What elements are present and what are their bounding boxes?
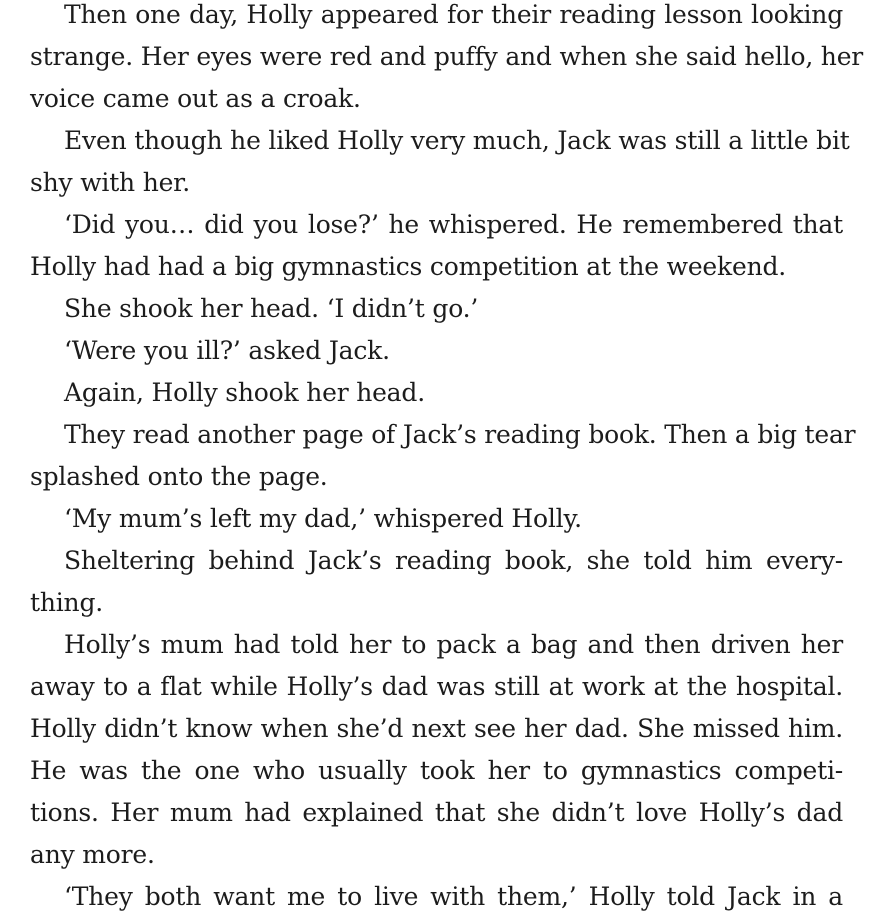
text-line: Sheltering behind Jack’s reading book, she told him every- — [64, 546, 843, 575]
text-line: Holly didn’t know when she’d next see her dad. She missed him. — [30, 714, 843, 743]
text-line: Again, Holly shook her head. — [64, 378, 425, 407]
text-line: Holly’s mum had told her to pack a bag and then driven her — [64, 630, 843, 659]
text-line: voice came out as a croak. — [30, 84, 361, 113]
text-line: shy with her. — [30, 168, 190, 197]
text-line: ‘Were you ill?’ asked Jack. — [64, 336, 390, 365]
text-line: They read another page of Jack’s reading book. Then a big tear — [64, 420, 856, 449]
text-line: She shook her head. ‘I didn’t go.’ — [64, 294, 479, 323]
text-line: any more. — [30, 840, 155, 869]
text-line: ‘They both want me to live with them,’ Holly told Jack in a — [64, 882, 843, 911]
text-line: He was the one who usually took her to gymnastics competi- — [30, 756, 843, 785]
text-line: Even though he liked Holly very much, Jack was still a little bit — [64, 126, 850, 155]
text-line: tions. Her mum had explained that she didn’t love Holly’s dad — [30, 798, 843, 827]
text-line: Holly had had a big gymnastics competition at the weekend. — [30, 252, 787, 281]
text-line: thing. — [30, 588, 103, 617]
text-line: strange. Her eyes were red and puffy and when she said hello, her — [30, 42, 864, 71]
text-line: ‘My mum’s left my dad,’ whispered Holly. — [64, 504, 582, 533]
text-line: Then one day, Holly appeared for their reading lesson looking — [64, 0, 843, 29]
text-line: splashed onto the page. — [30, 462, 328, 491]
text-line: ‘Did you… did you lose?’ he whispered. He remembered that — [64, 210, 843, 239]
text-line: away to a flat while Holly’s dad was still at work at the hospital. — [30, 672, 843, 701]
